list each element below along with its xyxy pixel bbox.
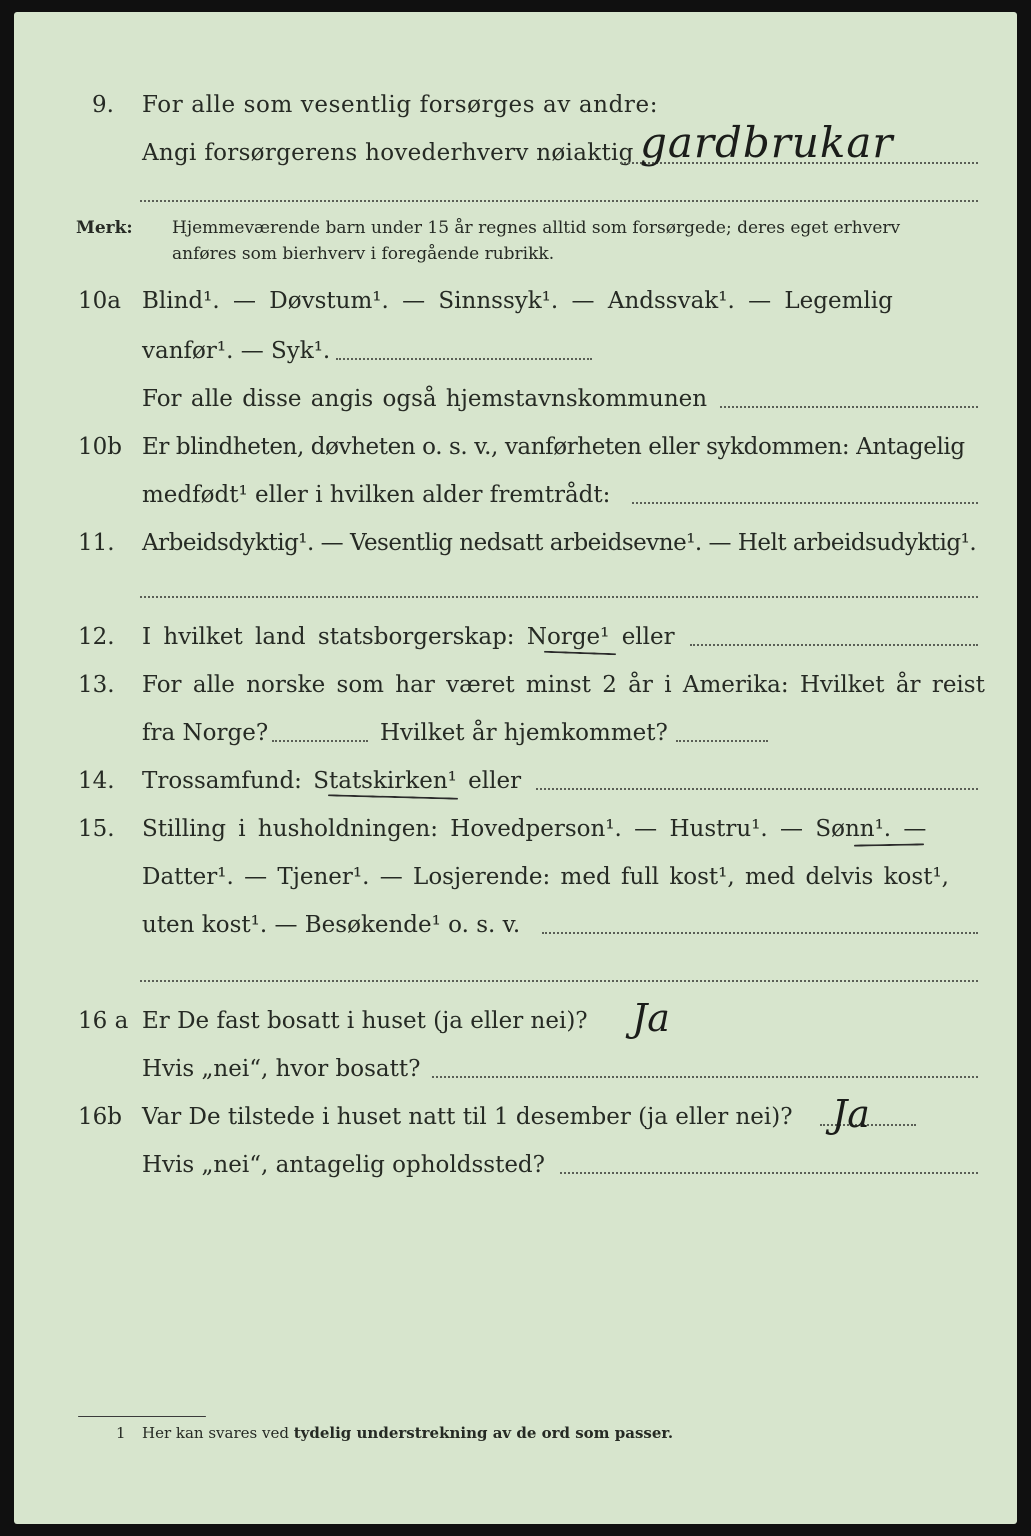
q15-answer-line bbox=[542, 932, 978, 934]
q13-left-line bbox=[272, 740, 368, 742]
q11-extra-line bbox=[140, 596, 978, 598]
q15-sonn-underline bbox=[854, 843, 924, 846]
q12-answer-line bbox=[690, 644, 978, 646]
footnote-mark: 1 bbox=[116, 1424, 126, 1442]
q16b-number: 16b bbox=[78, 1104, 122, 1130]
q16a-answer-line bbox=[432, 1076, 978, 1078]
q11-line1: Arbeidsdyktig¹. — Vesentlig nedsatt arbeidsevne¹. — Helt arbeidsudyktig¹. bbox=[142, 530, 977, 556]
q10a-number: 10a bbox=[78, 288, 121, 314]
footnote-rule bbox=[78, 1416, 206, 1417]
q16a-line2: Hvis „nei“, hvor bosatt? bbox=[142, 1056, 421, 1082]
q15-extra-line bbox=[140, 980, 978, 982]
q13-right-line bbox=[676, 740, 768, 742]
q14-answer-line bbox=[536, 788, 978, 790]
q12-number: 12. bbox=[78, 624, 115, 650]
q9-handwritten-answer: gardbrukar bbox=[640, 118, 894, 167]
merk-line1: Hjemmeværende barn under 15 år regnes alltid som forsørgede; deres eget erhverv bbox=[172, 218, 901, 238]
q16b-handwritten-answer: Ja bbox=[832, 1092, 870, 1136]
q16b-location-line bbox=[560, 1172, 978, 1174]
q16a-line1: Er De fast bosatt i huset (ja eller nei)? bbox=[142, 1008, 588, 1034]
footnote-text bbox=[142, 1426, 673, 1441]
q15-line2: Datter¹. — Tjener¹. — Losjerende: med full kost¹, med delvis kost¹, bbox=[142, 864, 949, 890]
q10b-answer-line bbox=[632, 502, 978, 504]
q16b-line1: Var De tilstede i huset natt til 1 desember (ja eller nei)? bbox=[142, 1104, 793, 1130]
q13-line2b: Hvilket år hjemkommet? bbox=[380, 720, 668, 746]
merk-line2: anføres som bierhverv i foregående rubrikk. bbox=[172, 244, 555, 264]
q10b-line1: Er blindheten, døvheten o. s. v., vanførheten eller sykdommen: Antagelig bbox=[142, 434, 965, 460]
q10a-line3: For alle disse angis også hjemstavnskommunen bbox=[142, 386, 708, 412]
footnote-text-bold: tydelig understrekning av de ord som passer. bbox=[293, 1424, 674, 1442]
merk-label: Merk: bbox=[76, 218, 133, 238]
q16b-line2: Hvis „nei“, antagelig opholdssted? bbox=[142, 1152, 545, 1178]
q12-norge-underline bbox=[544, 651, 616, 656]
q16a-number: 16 a bbox=[78, 1008, 129, 1034]
q9-extra-line bbox=[140, 200, 978, 202]
q14-line1: Trossamfund: Statskirken¹ eller bbox=[142, 768, 522, 794]
q16a-handwritten-answer: Ja bbox=[632, 996, 670, 1040]
q9-line2: Angi forsørgerens hovederhverv nøiaktig bbox=[142, 140, 634, 166]
footnote-text-plain: Her kan svares ved bbox=[142, 1424, 289, 1442]
q9-number: 9. bbox=[92, 92, 114, 118]
q14-statskirken-underline bbox=[328, 794, 458, 799]
q13-line1: For alle norske som har været minst 2 år i Amerika: Hvilket år reist bbox=[142, 672, 985, 698]
q10a-line2: vanfør¹. — Syk¹. bbox=[142, 338, 331, 364]
q15-line1: Stilling i husholdningen: Hovedperson¹. — Hustru¹. — Sønn¹. — bbox=[142, 816, 927, 842]
q10b-line2: medfødt¹ eller i hvilken alder fremtrådt: bbox=[142, 482, 611, 508]
q13-line2a: fra Norge? bbox=[142, 720, 269, 746]
q12-line1: I hvilket land statsborgerskap: Norge¹ eller bbox=[142, 624, 675, 650]
q10a-line1: Blind¹. — Døvstum¹. — Sinnssyk¹. — Andssvak¹. — Legemlig bbox=[142, 288, 893, 314]
q14-number: 14. bbox=[78, 768, 115, 794]
q15-number: 15. bbox=[78, 816, 115, 842]
q15-line3: uten kost¹. — Besøkende¹ o. s. v. bbox=[142, 912, 521, 938]
q9-line1: For alle som vesentlig forsørges av andre: bbox=[142, 92, 659, 118]
q13-number: 13. bbox=[78, 672, 115, 698]
q10b-number: 10b bbox=[78, 434, 122, 460]
q10a-hometown-line bbox=[720, 406, 978, 408]
q10a-answer-line bbox=[336, 358, 592, 360]
census-form-page bbox=[14, 12, 1017, 1524]
q11-number: 11. bbox=[78, 530, 115, 556]
